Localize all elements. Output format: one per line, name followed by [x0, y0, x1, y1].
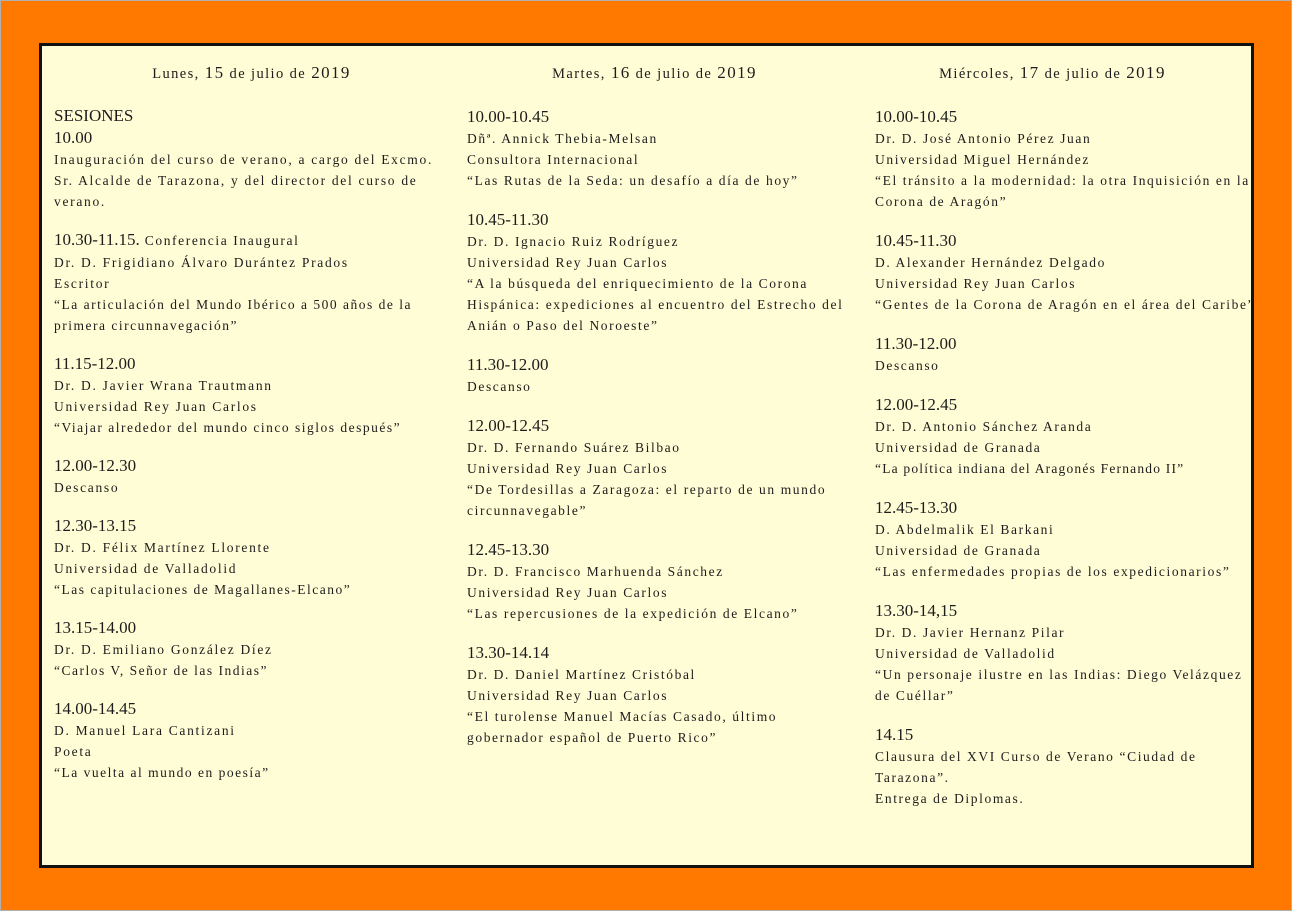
speaker-affiliation: Universidad de Granada — [875, 543, 1042, 558]
speaker-name: Dr. D. Francisco Marhuenda Sánchez — [467, 564, 724, 579]
speaker-name: D. Manuel Lara Cantizani — [54, 723, 236, 738]
sessions-heading: SESIONES — [54, 106, 134, 125]
session-time: 13.15-14.00 — [54, 618, 137, 637]
speaker-name: Dr. D. Emiliano González Díez — [54, 642, 273, 657]
session-time: 10.30-11.15. Conferencia Inaugural — [54, 230, 300, 249]
break-label: Descanso — [875, 358, 940, 373]
session-time: 11.30-12.00 — [875, 334, 957, 353]
talk-title: “El tránsito a la modernidad: la otra Inquisición en la Corona de Aragón” — [875, 173, 1250, 209]
program-panel — [39, 43, 1254, 868]
speaker-name: Dr. D. Félix Martínez Llorente — [54, 540, 271, 555]
session-time: 10.00-10.45 — [875, 107, 958, 126]
day-header-month: de julio de — [630, 66, 718, 82]
day-header — [54, 46, 449, 90]
talk-title: “Las repercusiones de la expedición de Elcano” — [467, 606, 799, 621]
speaker-affiliation: Consultora Internacional — [467, 152, 640, 167]
speaker-affiliation: Universidad Miguel Hernández — [875, 152, 1090, 167]
session-item — [54, 698, 454, 783]
talk-title: “Las Rutas de la Seda: un desafío a día de hoy” — [467, 173, 799, 188]
session-time: 10.00-10.45 — [467, 107, 550, 126]
speaker-affiliation: Universidad Rey Juan Carlos — [467, 585, 669, 600]
session-item — [875, 230, 1260, 315]
session-item — [54, 455, 454, 498]
session-item — [54, 229, 454, 336]
talk-title: “A la búsqueda del enriquecimiento de la Corona Hispánica: expediciones al encuentro del Estrecho del Anián o Paso del Noroeste” — [467, 276, 844, 333]
speaker-name: Dr. D. Ignacio Ruiz Rodríguez — [467, 234, 680, 249]
session-item — [875, 724, 1260, 809]
speaker-name: D. Alexander Hernández Delgado — [875, 255, 1106, 270]
session-time: 12.00-12.45 — [467, 416, 550, 435]
day-header-weekday: Martes, — [552, 66, 611, 82]
talk-title: “Viajar alrededor del mundo cinco siglos después” — [54, 420, 402, 435]
session-time: 11.15-12.00 — [54, 354, 136, 373]
session-time: 12.30-13.15 — [54, 516, 137, 535]
session-text: Inauguración del curso de verano, a cargo del Excmo. Sr. Alcalde de Tarazona, y del director del curso de verano. — [54, 152, 434, 209]
session-time: 12.45-13.30 — [467, 540, 550, 559]
talk-title: “Las capitulaciones de Magallanes-Elcano” — [54, 582, 352, 597]
talk-title: “La vuelta al mundo en poesía” — [54, 765, 270, 780]
speaker-name: Dr. D. Daniel Martínez Cristóbal — [467, 667, 696, 682]
session-list — [467, 106, 852, 748]
day-header-day: 15 — [204, 63, 225, 82]
day-header-month: de julio de — [1039, 66, 1127, 82]
day-header — [875, 46, 1230, 90]
speaker-affiliation: Universidad Rey Juan Carlos — [467, 461, 669, 476]
speaker-affiliation: Universidad Rey Juan Carlos — [467, 688, 669, 703]
speaker-name: Dr. D. Javier Wrana Trautmann — [54, 378, 273, 393]
session-item — [54, 353, 454, 438]
session-time: 10.00 — [54, 128, 93, 147]
day-header-weekday: Miércoles, — [939, 66, 1020, 82]
speaker-affiliation: Universidad Rey Juan Carlos — [467, 255, 669, 270]
session-time: 12.00-12.30 — [54, 456, 137, 475]
session-item — [54, 515, 454, 600]
speaker-name: D. Abdelmalik El Barkani — [875, 522, 1055, 537]
break-label: Descanso — [54, 480, 120, 495]
session-time: 10.45-11.30 — [467, 210, 549, 229]
session-title: Conferencia Inaugural — [139, 233, 300, 248]
session-time: 13.30-14,15 — [875, 601, 958, 620]
session-list — [54, 127, 454, 783]
speaker-affiliation: Universidad Rey Juan Carlos — [875, 276, 1077, 291]
speaker-name: Dr. D. José Antonio Pérez Juan — [875, 131, 1092, 146]
day-header-year: 2019 — [717, 63, 757, 82]
session-item — [875, 333, 1260, 376]
speaker-name: Dr. D. Antonio Sánchez Aranda — [875, 419, 1093, 434]
session-item — [54, 127, 454, 212]
talk-title: “La articulación del Mundo Ibérico a 500 años de la primera circunnavegación” — [54, 297, 413, 333]
speaker-name: Dr. D. Frigidiano Álvaro Durántez Prados — [54, 255, 349, 270]
day-column-wednesday — [875, 46, 1260, 827]
speaker-name: Dr. D. Fernando Suárez Bilbao — [467, 440, 681, 455]
session-list — [875, 106, 1260, 809]
speaker-name: Dñª. Annick Thebia-Melsan — [467, 131, 658, 146]
speaker-affiliation: Universidad Rey Juan Carlos — [54, 399, 258, 414]
session-item — [467, 642, 852, 748]
session-item — [467, 106, 852, 191]
session-time: 13.30-14.14 — [467, 643, 550, 662]
session-time: 14.00-14.45 — [54, 699, 137, 718]
session-item — [467, 415, 852, 521]
break-label: Descanso — [467, 379, 532, 394]
session-item — [467, 354, 852, 397]
session-item — [54, 617, 454, 681]
speaker-affiliation: Poeta — [54, 744, 93, 759]
day-column-tuesday — [467, 46, 852, 766]
session-time: 11.30-12.00 — [467, 355, 549, 374]
talk-title: “El turolense Manuel Macías Casado, último gobernador español de Puerto Rico” — [467, 709, 778, 745]
speaker-affiliation: Universidad de Granada — [875, 440, 1042, 455]
session-time: 12.45-13.30 — [875, 498, 958, 517]
day-header-day: 16 — [610, 63, 631, 82]
day-header-year: 2019 — [311, 63, 351, 82]
day-column-monday — [54, 46, 454, 800]
talk-title: “Gentes de la Corona de Aragón en el área del Caribe” — [875, 297, 1256, 312]
session-item — [875, 394, 1260, 479]
session-item — [875, 497, 1260, 582]
session-time: 14.15 — [875, 725, 914, 744]
speaker-affiliation: Escritor — [54, 276, 111, 291]
diploma-delivery: Entrega de Diplomas. — [875, 791, 1025, 806]
session-time: 10.45-11.30 — [875, 231, 957, 250]
speaker-affiliation: Universidad de Valladolid — [875, 646, 1056, 661]
speaker-affiliation: Universidad de Valladolid — [54, 561, 238, 576]
talk-title: “Las enfermedades propias de los expedicionarios” — [875, 564, 1231, 579]
day-header-day: 17 — [1019, 63, 1040, 82]
day-header-month: de julio de — [224, 66, 312, 82]
talk-title: “De Tordesillas a Zaragoza: el reparto de un mundo circunnavegable” — [467, 482, 827, 518]
closing-ceremony: Clausura del XVI Curso de Verano “Ciudad de Tarazona”. — [875, 749, 1197, 785]
day-header-weekday: Lunes, — [152, 66, 205, 82]
session-item — [875, 106, 1260, 212]
session-item — [875, 600, 1260, 706]
session-item — [467, 209, 852, 336]
session-time: 12.00-12.45 — [875, 395, 958, 414]
day-header — [467, 46, 842, 90]
session-item — [467, 539, 852, 624]
speaker-name: Dr. D. Javier Hernanz Pilar — [875, 625, 1066, 640]
talk-title: “Carlos V, Señor de las Indias” — [54, 663, 268, 678]
talk-title: “Un personaje ilustre en las Indias: Diego Velázquez de Cuéllar” — [875, 667, 1243, 703]
talk-title: “La política indiana del Aragonés Fernando II” — [875, 461, 1185, 476]
day-header-year: 2019 — [1126, 63, 1166, 82]
